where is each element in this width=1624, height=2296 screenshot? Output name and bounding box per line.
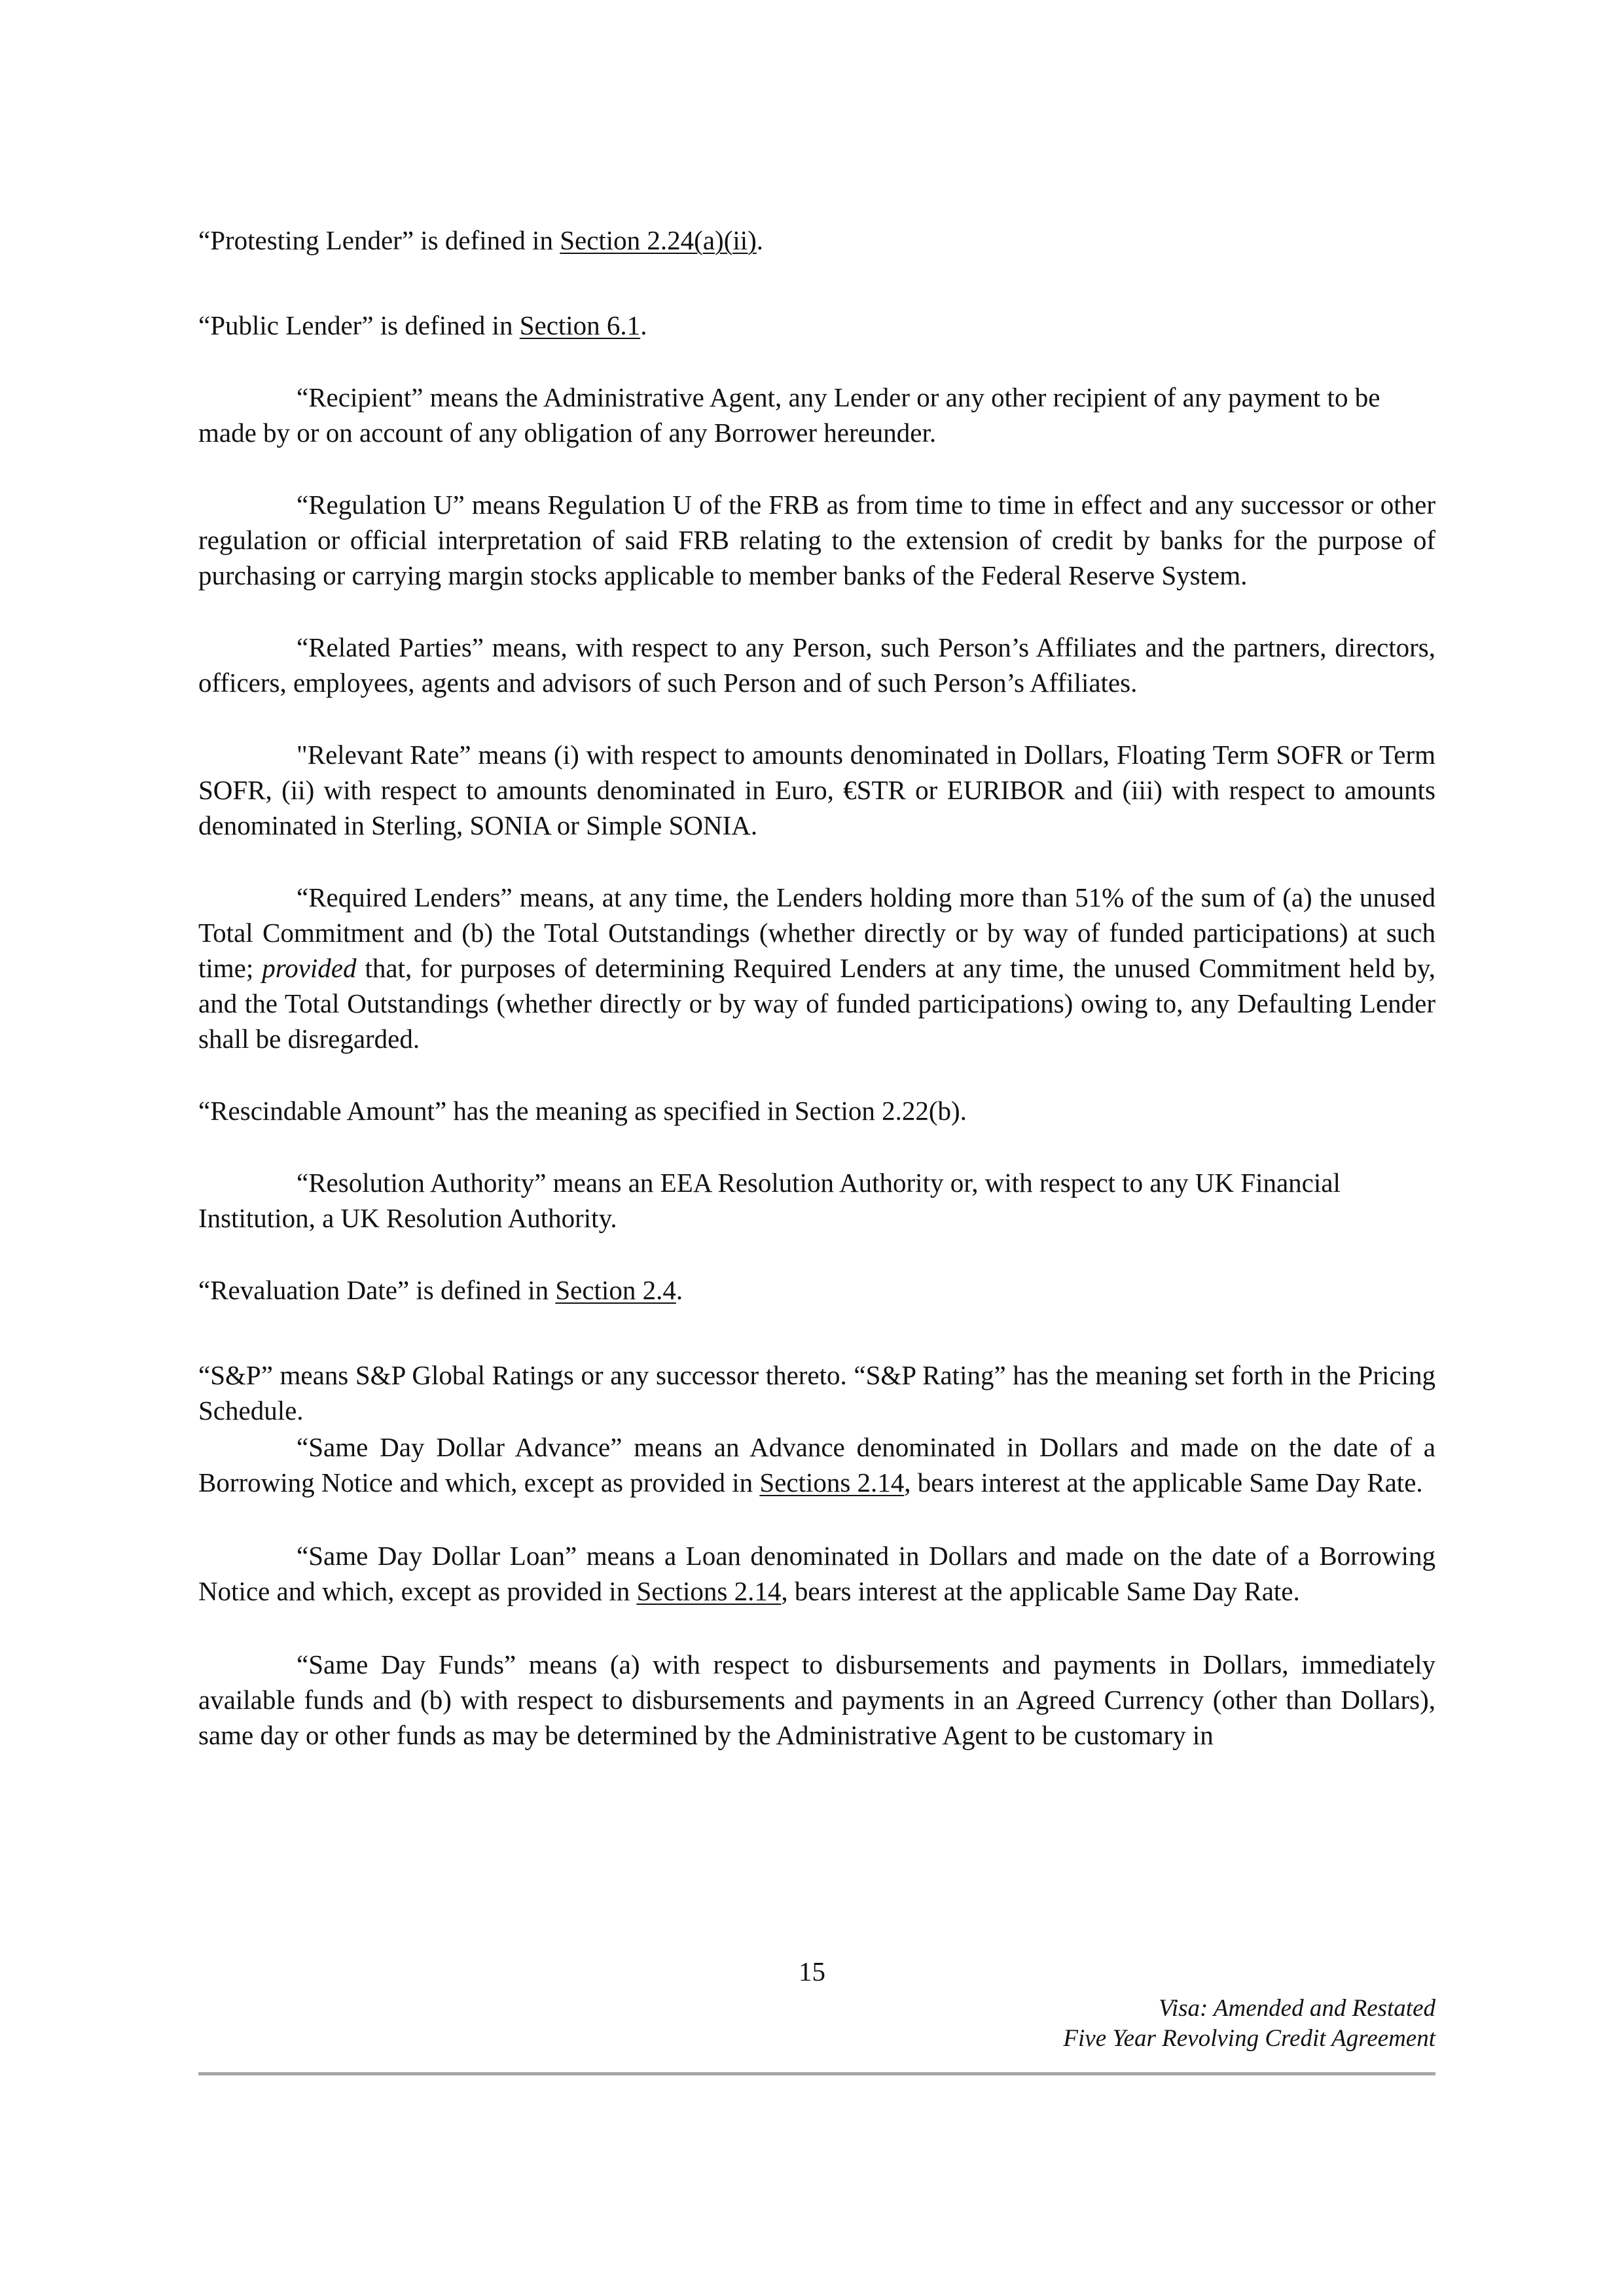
definition-same-day-dollar-advance [198,1429,1435,1500]
section-reference: Sections 2.14 [636,1576,782,1606]
document-body [198,223,1435,1753]
footer-divider [198,2072,1435,2075]
definition-required-lenders [198,880,1435,1056]
text-run: “Protesting Lender” is defined in [198,225,560,255]
text-run: “S&P” means S&P Global Ratings or any successor thereto. “S&P Rating” has the meaning set forth in the Pricing Schedule. [198,1360,1435,1426]
definition-protesting-lender [198,223,1435,258]
section-reference: Section 2.24(a)(ii) [560,225,757,255]
text-run: “Recipient” means the Administrative Agent, any Lender or any other recipient of any payment to be made by or on account of any obligation of any Borrower hereunder. [198,382,1380,448]
text-run: “Revaluation Date” is defined in [198,1275,556,1305]
text-run: . [640,310,647,340]
footer-title-line-1: Visa: Amended and Restated [1158,1995,1435,2022]
definition-same-day-dollar-loan [198,1538,1435,1609]
document-footer [198,1994,1435,2054]
definition-public-lender [198,308,1435,343]
text-run: "Relevant Rate” means (i) with respect to amounts denominated in Dollars, Floating Term SOFR or Term SOFR, (ii) with respect to amounts denominated in Euro, €STR or EURIBOR and (iii) with respect to amounts denominated in Sterling, SONIA or Simple SONIA. [198,740,1435,840]
text-run: “Resolution Authority” means an EEA Resolution Authority or, with respect to any UK Financial Institution, a UK Resolution Authority. [198,1168,1341,1233]
definition-revaluation-date [198,1272,1435,1308]
section-reference: Section 6.1 [519,310,641,340]
text-run: . [676,1275,683,1305]
definition-regulation-u [198,487,1435,593]
definition-resolution-authority [198,1165,1435,1236]
text-run: “Regulation U” means Regulation U of the FRB as from time to time in effect and any successor or other regulation or official interpretation of said FRB relating to the extension of credit by banks for the purpose of purchasing or carrying margin stocks applicable to member banks of the Federal Reserve System. [198,490,1435,590]
definition-relevant-rate [198,737,1435,843]
text-run: “Same Day Funds” means (a) with respect to disbursements and payments in Dollars, immediately available funds and (b) with respect to disbursements and payments in an Agreed Currency (other than Dollars), same day or other funds as may be determined by the Administrative Agent to be customary in [198,1649,1435,1750]
text-run: “Public Lender” is defined in [198,310,520,340]
text-run: “Required Lenders” means, at any time, the Lenders holding more than 51% of the sum of (a) the unused Total Commitment and (b) the Total Outstandings (whether directly or by way of funded participations) at such time; [198,882,1435,983]
text-run: “Rescindable Amount” has the meaning as specified in Section 2.22(b). [198,1096,967,1126]
text-run: “Same Day Dollar Loan” means a Loan denominated in Dollars and made on the date of a Borrowing Notice and which, except as provided in [198,1541,1435,1606]
text-run: . [756,225,764,255]
section-reference: Sections 2.14 [759,1467,905,1498]
footer-title-line-2: Five Year Revolving Credit Agreement [1063,2025,1435,2052]
text-run: “Same Day Dollar Advance” means an Advance denominated in Dollars and made on the date of a Borrowing Notice and which, except as provided in [198,1432,1435,1498]
text-run: that, for purposes of determining Required Lenders at any time, the unused Commitment held by, and the Total Outstandings (whether directly or by way of funded participations) owing to, any Defaulting Lender shall be disregarded. [198,953,1436,1054]
text-run: , bears interest at the applicable Same Day Rate. [781,1576,1300,1606]
definition-same-day-funds [198,1647,1435,1753]
section-reference: Section 2.4 [555,1275,676,1305]
definition-rescindable-amount [198,1093,1435,1128]
definition-s-and-p [198,1357,1435,1428]
emphasis-text: provided [262,953,357,983]
definition-related-parties [198,630,1435,700]
page-number: 15 [799,1956,825,1986]
text-run: “Related Parties” means, with respect to any Person, such Person’s Affiliates and the partners, directors, officers, employees, agents and advisors of such Person and of such Person’s Affiliates. [198,632,1435,698]
text-run: , bears interest at the applicable Same Day Rate. [904,1467,1423,1498]
definition-recipient [198,380,1435,450]
